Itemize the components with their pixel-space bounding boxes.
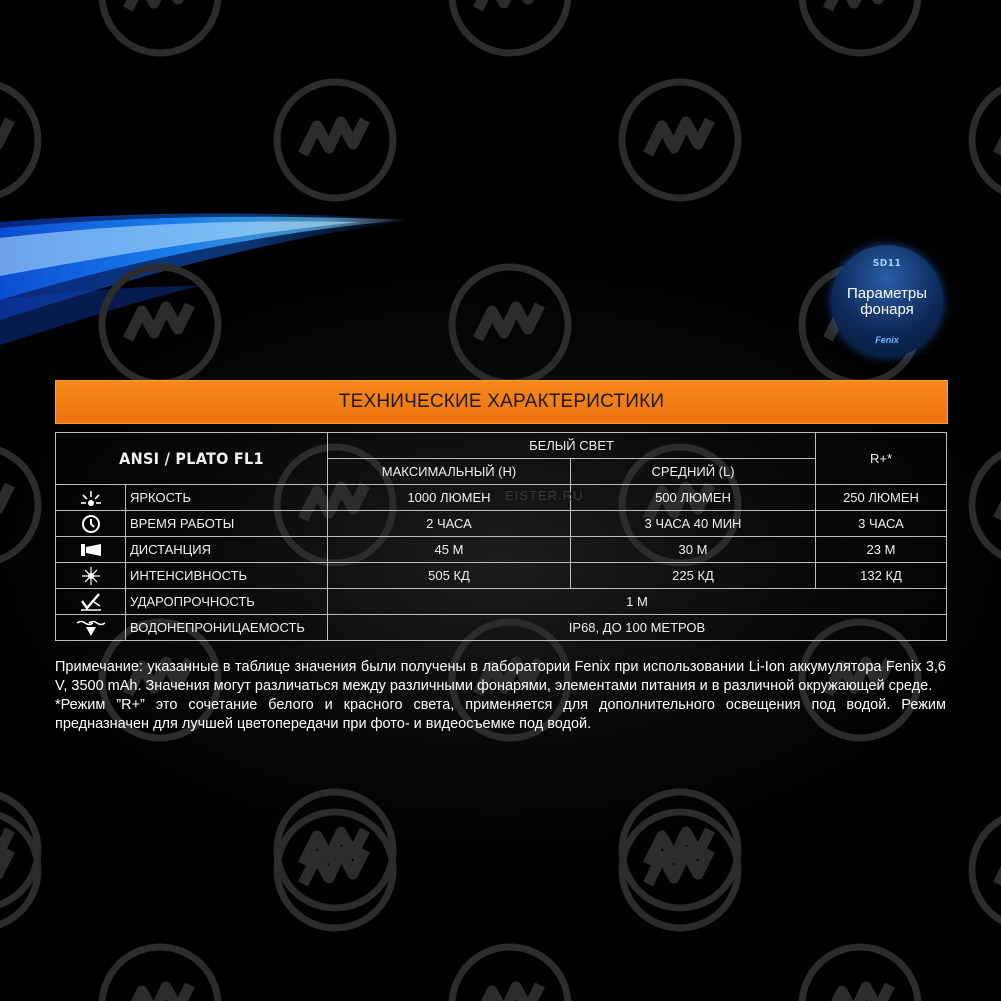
watermark-logo xyxy=(0,447,38,563)
faint-site-watermark: EISTER.RU xyxy=(505,488,584,503)
table-row xyxy=(56,615,947,641)
badge-brand-logo: Fenix xyxy=(875,335,899,345)
specs-title-bar: ТЕХНИЧЕСКИЕ ХАРАКТЕРИСТИКИ xyxy=(55,380,948,424)
watermark-logo xyxy=(0,82,38,198)
table-cell: 30 М xyxy=(571,537,816,563)
footnote xyxy=(55,658,946,734)
table-row xyxy=(56,511,947,537)
model-badge xyxy=(831,245,943,357)
watermark-logo xyxy=(622,82,738,198)
watermark-logo xyxy=(972,447,1001,563)
table-row xyxy=(56,589,947,615)
badge-title: Параметры фонаря xyxy=(847,285,927,318)
table-cell: 1 М xyxy=(328,589,947,615)
specifications-table xyxy=(55,432,947,641)
waterproof-icon xyxy=(56,615,126,641)
watermark-logo xyxy=(452,0,568,53)
row-name-impact: УДАРОПРОЧНОСТЬ xyxy=(126,589,328,615)
watermark-logo xyxy=(102,267,218,383)
watermark-logo xyxy=(102,947,218,1001)
column-header-max: МАКСИМАЛЬНЫЙ (H) xyxy=(328,459,571,485)
white-light-header: БЕЛЫЙ СВЕТ xyxy=(328,433,816,459)
watermark-logo xyxy=(102,0,218,53)
row-name-waterproof: ВОДОНЕПРОНИЦАЕМОСТЬ xyxy=(126,615,328,641)
table-cell: 23 М xyxy=(816,537,947,563)
brightness-icon xyxy=(56,485,126,511)
clock-icon xyxy=(56,511,126,537)
intensity-icon xyxy=(56,563,126,589)
footnote-paragraph: *Режим ”R+” это сочетание белого и красного света, применяется для дополнительного освещения под водой. Режим предназначен для лучшей цветопередачи при фото- и видеосъемке под водой. xyxy=(55,697,946,732)
table-cell: 132 КД xyxy=(816,563,947,589)
header-row-1 xyxy=(56,433,947,459)
table-cell: 225 КД xyxy=(571,563,816,589)
table-cell: 3 ЧАСА 40 МИН xyxy=(571,511,816,537)
table-cell: 250 ЛЮМЕН xyxy=(816,485,947,511)
table-cell: 505 КД xyxy=(328,563,571,589)
table-cell: 45 М xyxy=(328,537,571,563)
impact-resistance-icon xyxy=(56,589,126,615)
watermark-logo xyxy=(802,947,918,1001)
table-cell: 2 ЧАСА xyxy=(328,511,571,537)
table-row xyxy=(56,537,947,563)
watermark-logo xyxy=(972,812,1001,928)
badge-model-label: SD11 xyxy=(872,258,902,269)
table-cell: 500 ЛЮМЕН xyxy=(571,485,816,511)
row-name-intensity: ИНТЕНСИВНОСТЬ xyxy=(126,563,328,589)
distance-icon xyxy=(56,537,126,563)
column-header-rplus: R+* xyxy=(816,433,947,485)
table-cell: 1000 ЛЮМЕН xyxy=(328,485,571,511)
row-name-runtime: ВРЕМЯ РАБОТЫ xyxy=(126,511,328,537)
row-name-brightness: ЯРКОСТЬ xyxy=(126,485,328,511)
watermark-logo xyxy=(452,947,568,1001)
column-header-medium: СРЕДНИЙ (L) xyxy=(571,459,816,485)
table-cell: IP68, ДО 100 МЕТРОВ xyxy=(328,615,947,641)
footnote-paragraph: Примечание: указанные в таблице значения были получены в лаборатории Fenix при использовании Li-Ion аккумулятора Fenix 3,6 V, 3500 mAh. Значения могут различаться между различными фонарями, элементами питания и в различной окружающей среде. xyxy=(55,659,946,694)
watermark-logo xyxy=(452,267,568,383)
watermark-logo xyxy=(277,82,393,198)
table-row xyxy=(56,485,947,511)
watermark-logo xyxy=(972,82,1001,198)
row-name-distance: ДИСТАНЦИЯ xyxy=(126,537,328,563)
watermark-logo xyxy=(802,0,918,53)
standard-label: ANSI / PLATO FL1 xyxy=(56,433,328,485)
table-row xyxy=(56,563,947,589)
table-cell: 3 ЧАСА xyxy=(816,511,947,537)
